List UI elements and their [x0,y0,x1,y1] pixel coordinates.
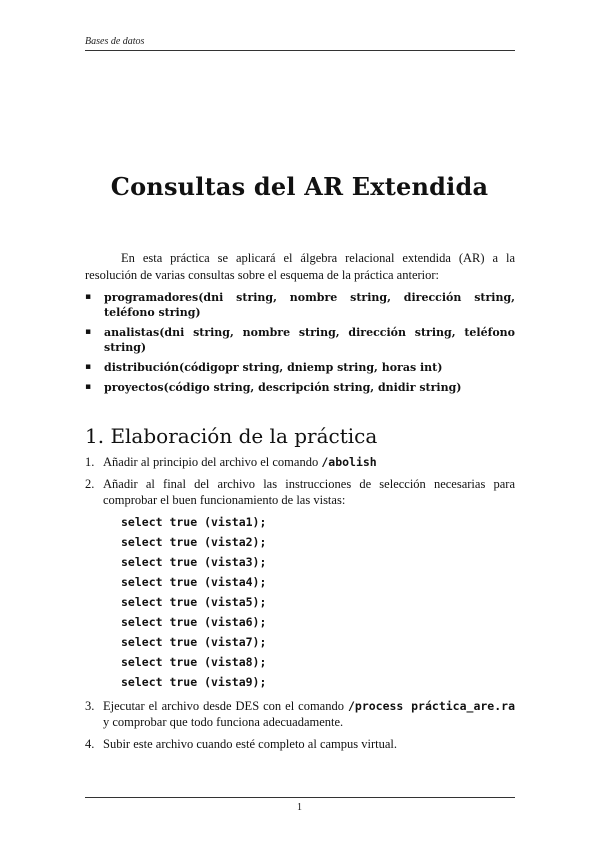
command-process: /process práctica_are.ra [347,699,515,713]
schema-item-distribucion [85,360,515,375]
bullet-icon: ▪ [85,362,92,372]
header-rule [85,50,515,51]
step-text: Añadir al principio del archivo el comando [103,455,322,469]
code-block [121,512,515,692]
code-line: select true (vista6); [121,615,267,629]
schema-item-analistas [85,325,515,355]
running-header: Bases de datos [85,36,145,47]
step-3 [85,698,515,730]
bullet-icon: ▪ [85,292,92,302]
bullet-icon: ▪ [85,327,92,337]
page-number: 1 [297,802,302,813]
schema-text: distribución(códigopr string, dniemp string, horas int) [104,361,443,374]
code-line: select true (vista7); [121,635,267,649]
step-number: 4. [85,737,95,751]
step-1 [85,454,515,470]
schema-text: analistas(dni string, nombre string, dirección string, teléfono string) [104,326,515,354]
command-abolish: /abolish [321,455,377,469]
intro-paragraph: En esta práctica se aplicará el álgebra relacional extendida (AR) a la resolución de varias consultas sobre el esquema de la práctica anterior: [85,251,515,282]
step-text: Subir este archivo cuando esté completo al campus virtual. [103,737,398,751]
code-line: select true (vista5); [121,595,267,609]
code-line: select true (vista1); [121,515,267,529]
code-line: select true (vista9); [121,675,267,689]
step-text: y comprobar que todo funciona adecuadamente. [103,715,344,729]
code-line: select true (vista4); [121,575,267,589]
step-4 [85,736,515,752]
bullet-icon: ▪ [85,382,92,392]
schema-item-programadores [85,290,515,320]
step-number: 1. [85,455,95,469]
schema-text: programadores(dni string, nombre string, dirección string, teléfono string) [104,291,515,319]
schema-item-proyectos [85,380,515,395]
section-heading: 1. Elaboración de la práctica [85,424,378,448]
step-text: Ejecutar el archivo desde DES con el comando [103,699,348,713]
schema-list [85,290,515,400]
step-text: Añadir al final del archivo las instrucciones de selección necesarias para comprobar el buen funcionamiento de las vistas: [103,477,515,507]
page-title: Consultas del AR Extendida [110,172,489,201]
footer-rule [85,797,515,798]
step-number: 2. [85,477,95,491]
step-number: 3. [85,699,95,713]
step-2 [85,476,515,692]
steps-list [85,454,515,758]
code-line: select true (vista2); [121,535,267,549]
code-line: select true (vista8); [121,655,267,669]
schema-text: proyectos(código string, descripción string, dnidir string) [104,381,462,394]
code-line: select true (vista3); [121,555,267,569]
